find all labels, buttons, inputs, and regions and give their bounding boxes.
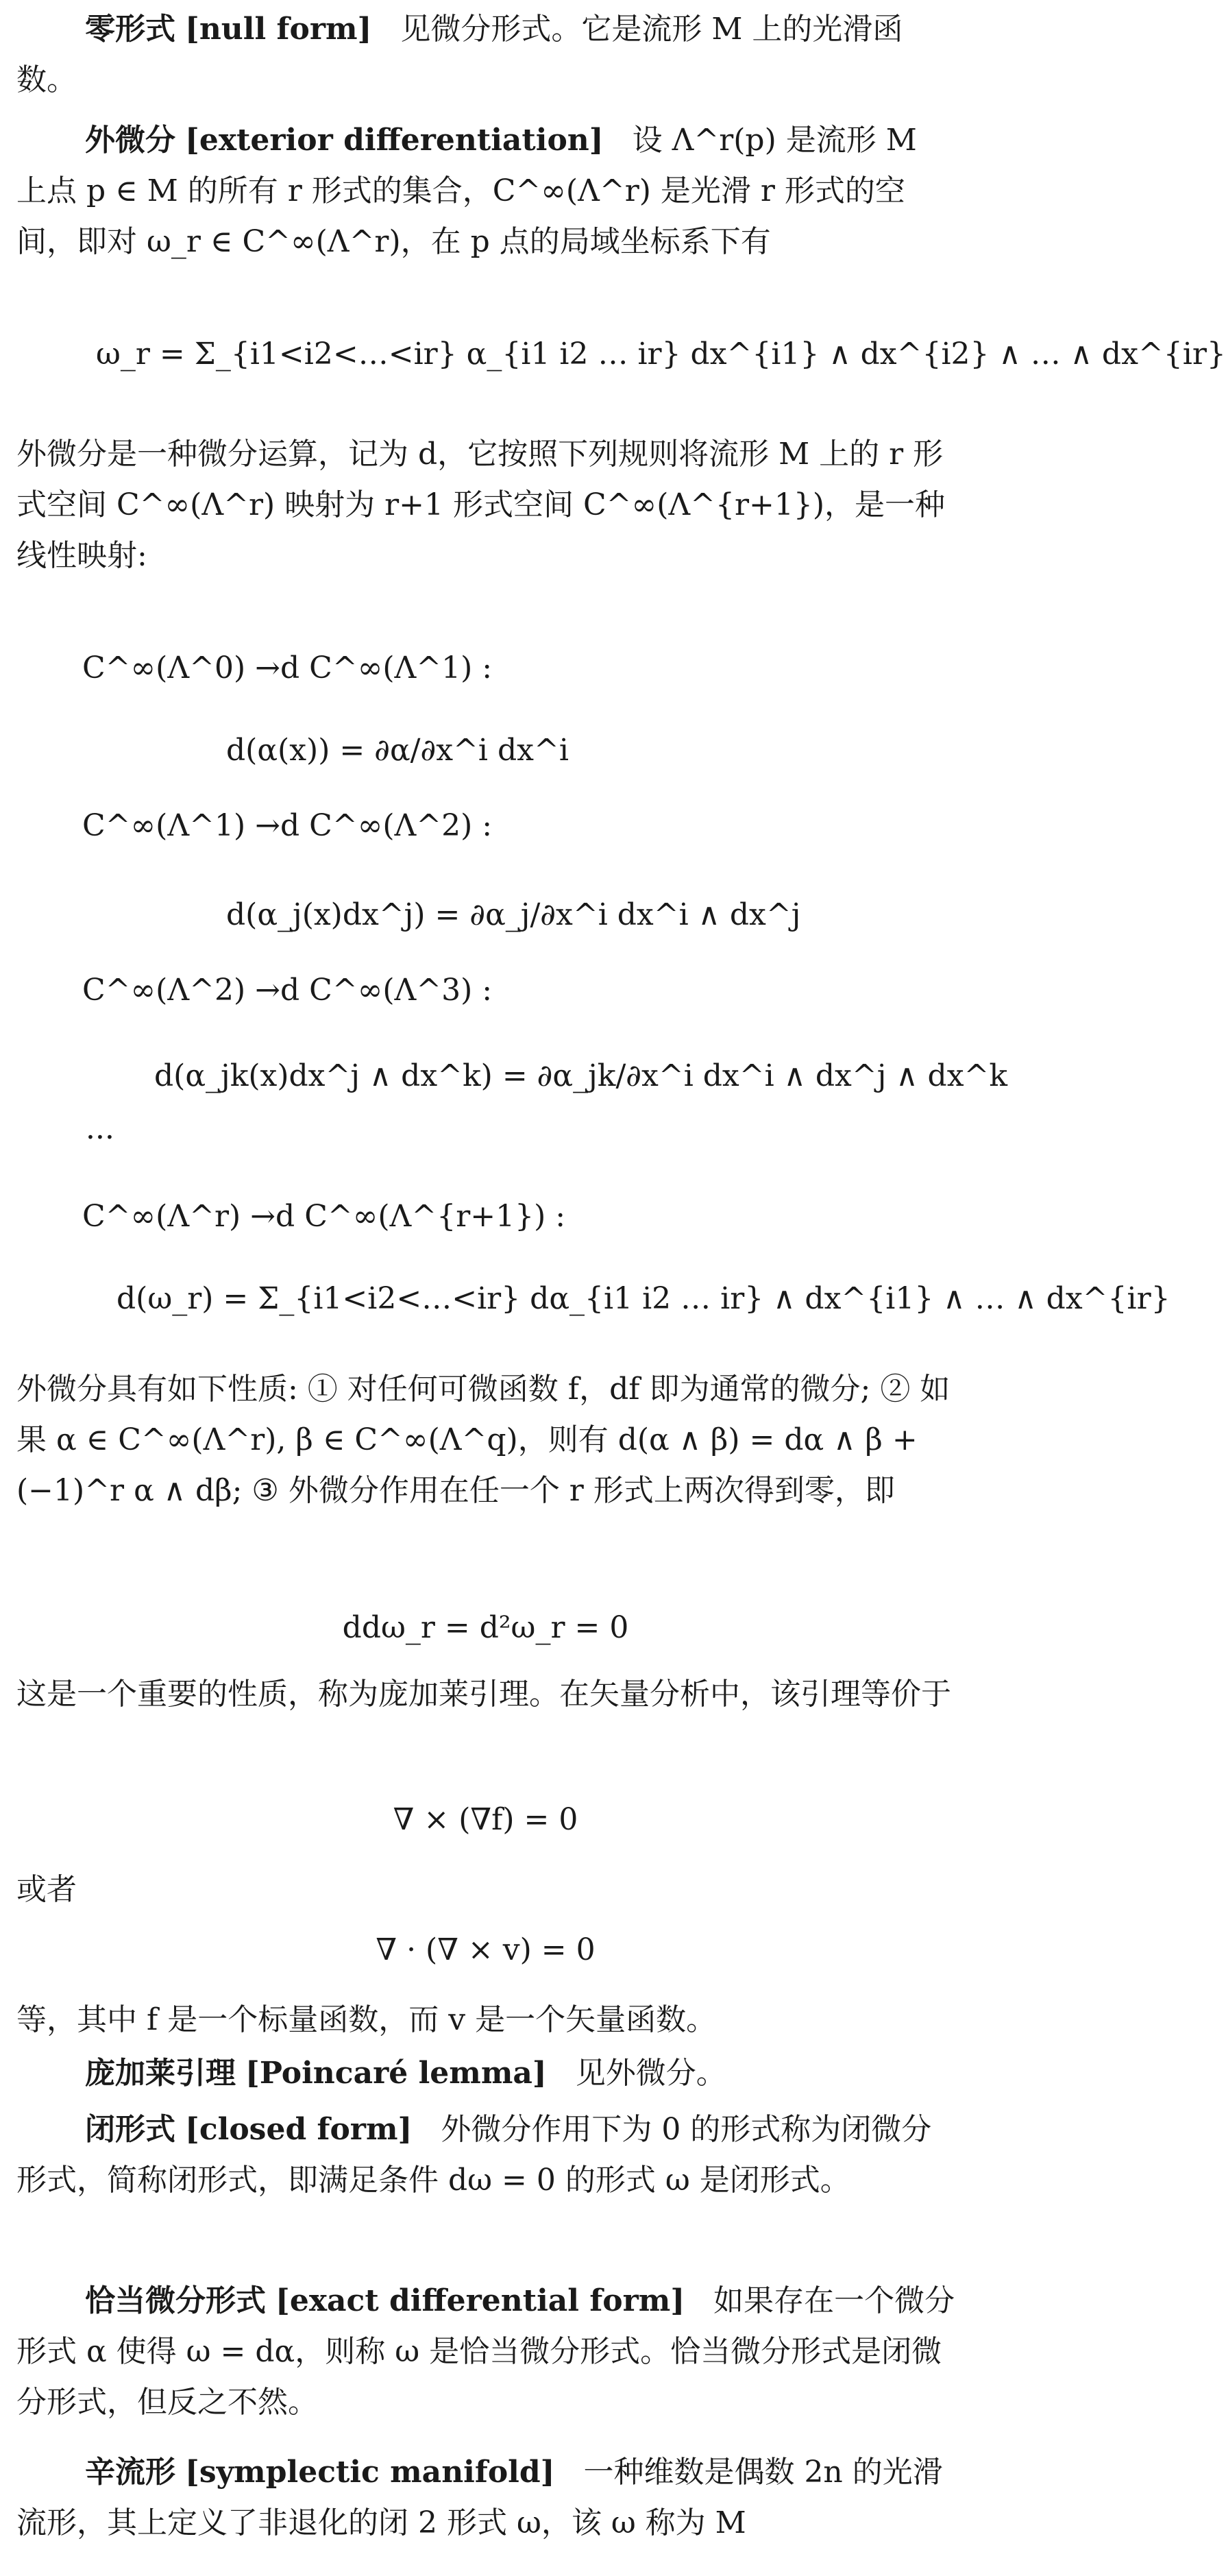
entry-term-zh: 零形式: [85, 12, 175, 47]
entry-term-en: [exact differential form]: [275, 2283, 685, 2318]
paragraph-d-intro: 外微分是一种微分运算，记为 d，它按照下列规则将流形 M 上的 r 形式空间 C^∞(Λ^r) 映射为 r+1 形式空间 C^∞(Λ^{r+1})，是一种线性映射:: [16, 437, 946, 573]
entry-term-en: [Poincaré lemma]: [245, 2056, 547, 2091]
map-line-0: C^∞(Λ^0) →d C^∞(Λ^1) :: [82, 651, 493, 685]
map-formula-1: d(α_j(x)dx^j) = ∂α_j/∂x^i dx^i ∧ dx^j: [226, 897, 801, 932]
entry-body: 设 Λ^r(p) 是流形 M 上点 p ∈ M 的所有 r 形式的集合，C^∞(Λ^r) 是光滑 r 形式的空间，即对 ω_r ∈ C^∞(Λ^r)，在 p 点的局域坐标系下有: [16, 123, 917, 259]
entry-exterior-differentiation: [16, 115, 955, 267]
map-formula-3: d(ω_r) = Σ_{i1<i2<…<ir} dα_{i1 i2 … ir} ∧ dx^{i1} ∧ … ∧ dx^{ir}: [117, 1281, 1170, 1316]
formula-div-curl: ∇ · (∇ × v) = 0: [376, 1932, 596, 1967]
entry-body: 如果存在一个微分形式 α 使得 ω = dα，则称 ω 是恰当微分形式。恰当微分形式是闭微分形式，但反之不然。: [16, 2283, 955, 2420]
entry-term-en: [symplectic manifold]: [185, 2455, 555, 2490]
entry-symplectic-manifold: [16, 2447, 955, 2549]
entry-exact-differential-form: [16, 2276, 955, 2428]
entry-term-zh: 闭形式: [85, 2112, 175, 2147]
entry-term-zh: 外微分: [85, 123, 175, 158]
entry-body: 外微分作用下为 0 的形式称为闭微分形式，简称闭形式，即满足条件 dω = 0 的形式 ω 是闭形式。: [16, 2112, 932, 2198]
paragraph-poincare: 这是一个重要的性质，称为庞加莱引理。在矢量分析中，该引理等价于: [16, 1677, 951, 1712]
entry-term-en: [exterior differentiation]: [185, 123, 604, 158]
map-formula-0: d(α(x)) = ∂α/∂x^i dx^i: [226, 733, 569, 768]
map-formula-2: d(α_jk(x)dx^j ∧ dx^k) = ∂α_jk/∂x^i dx^i ∧ dx^j ∧ dx^k: [154, 1058, 1008, 1093]
formula-dd: ddω_r = d²ω_r = 0: [342, 1610, 629, 1645]
entry-term-zh: 庞加莱引理: [85, 2056, 236, 2091]
or-text: 或者: [16, 1872, 77, 1907]
ellipsis: ···: [86, 1120, 114, 1155]
entry-body: 见微分形式。它是流形 M 上的光滑函数。: [16, 12, 903, 97]
map-line-2: C^∞(Λ^2) →d C^∞(Λ^3) :: [82, 973, 493, 1008]
entry-body: 见外微分。: [575, 2056, 726, 2091]
paragraph-where: 等，其中 f 是一个标量函数，而 v 是一个矢量函数。: [16, 2002, 717, 2037]
entry-closed-form: [16, 2104, 955, 2206]
map-line-1: C^∞(Λ^1) →d C^∞(Λ^2) :: [82, 808, 493, 843]
entry-null-form: [16, 4, 955, 106]
map-line-3: C^∞(Λ^r) →d C^∞(Λ^{r+1}) :: [82, 1199, 566, 1234]
entry-term-zh: 恰当微分形式: [85, 2283, 266, 2318]
formula-curl-grad: ∇ × (∇f) = 0: [393, 1802, 578, 1837]
formula-omega-r: ω_r = Σ_{i1<i2<…<ir} α_{i1 i2 … ir} dx^{i1} ∧ dx^{i2} ∧ … ∧ dx^{ir}: [96, 337, 1226, 372]
entry-term-en: [closed form]: [185, 2112, 413, 2147]
entry-body: 一种维数是偶数 2n 的光滑流形，其上定义了非退化的闭 2 形式 ω，该 ω 称为 M: [16, 2455, 943, 2540]
entry-term-zh: 辛流形: [85, 2455, 175, 2490]
entry-term-en: [null form]: [185, 12, 372, 47]
paragraph-properties: 外微分具有如下性质: ① 对任何可微函数 f，df 即为通常的微分; ② 如果 α ∈ C^∞(Λ^r), β ∈ C^∞(Λ^q)，则有 d(α ∧ β) = dα ∧ β + (−1)^r α ∧ dβ; ③ 外微分作用在任一个 r 形式上两次得到零，即: [16, 1372, 951, 1508]
entry-poincare-lemma: [16, 2048, 955, 2099]
